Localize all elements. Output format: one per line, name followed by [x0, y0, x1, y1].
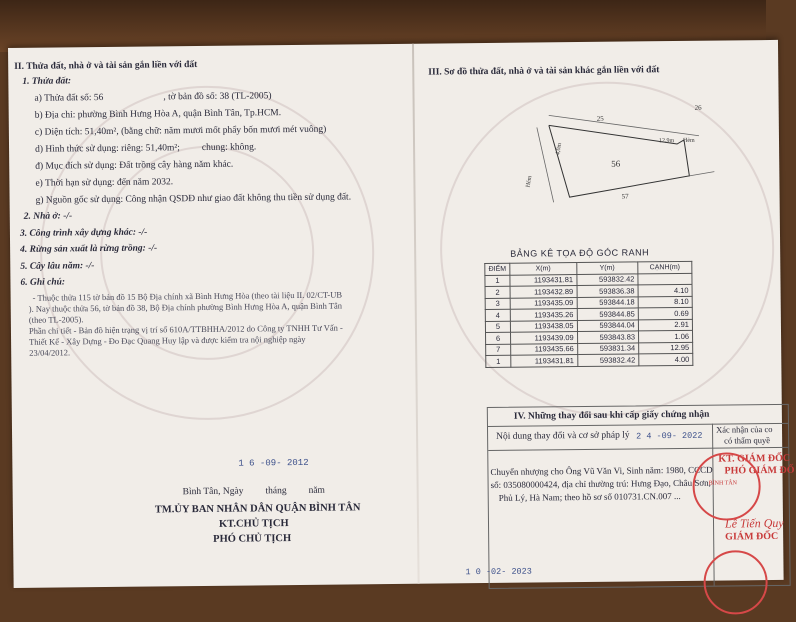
note-line-4: Phần chi tiết - Bản đồ hiện trạng vị trí số 610A/TTBHHA/2012 do Công ty TNHH Tư Vấn - [28, 322, 343, 336]
confirm-column-header: Xác nhận của co [715, 424, 773, 435]
side-label: 12,9m [658, 138, 675, 145]
page-fold [412, 44, 420, 584]
map-sheet-number: 38 [219, 91, 230, 102]
deputy-director: PHÓ GIÁM ĐỐ [724, 464, 795, 477]
change-date-stamp: 2 4 -09- 2022 [636, 430, 703, 442]
coord-edge: 1.06 [638, 330, 692, 342]
coord-row [486, 353, 693, 367]
term-line: e) Thời hạn sử dụng: đến năm 2032. [35, 177, 174, 189]
coordinate-table [484, 261, 693, 368]
coord-body [485, 273, 693, 367]
coord-edge: 4.00 [639, 353, 693, 365]
note-line-3: (theo TL-2005). [28, 314, 84, 325]
coord-y: 593831.34 [577, 342, 638, 354]
parcel-56-label: 56 [611, 158, 621, 169]
section-ii-title: II. Thửa đất, nhà ở và tài sản gắn liền với đất [14, 60, 198, 72]
coord-edge: 2.91 [638, 319, 692, 331]
issue-date-stamp: 1 6 -09- 2012 [238, 457, 309, 469]
neighbor-25: 25 [596, 114, 604, 123]
coord-y: 593832.42 [577, 273, 638, 285]
coord-x: 1193431.81 [510, 274, 577, 286]
coord-point: 5 [485, 321, 510, 333]
neighbor-line [689, 172, 714, 176]
neighbor-57: 57 [621, 192, 629, 201]
perennial-item: 5. Cây lâu năm: -/- [20, 261, 95, 272]
parcel-number: 56 [93, 93, 104, 104]
alley-label-2: Hẻm [682, 137, 695, 144]
coord-x: 1193439.09 [511, 332, 578, 344]
registration-date-stamp: 1 0 -02- 2023 [465, 566, 532, 578]
col-y: Y(m) [576, 262, 637, 274]
red-seal [692, 452, 761, 521]
coord-point: 6 [486, 332, 511, 344]
coord-x: 1193435.26 [510, 309, 577, 321]
coord-point: 7 [486, 344, 511, 356]
coord-edge: 0.69 [638, 307, 692, 319]
coord-edge: 4.10 [638, 284, 692, 296]
use-form-line: d) Hình thức sử dụng: riêng: 51,40m²; chung: không. [35, 142, 257, 155]
purpose-line: đ) Mục đích sử dụng: Đất trồng cây hàng năm khác. [35, 159, 234, 172]
coord-x: 1193435.66 [511, 343, 578, 355]
issue-place: Bình Tân, Ngày tháng năm [182, 485, 325, 498]
forest-item: 4. Rừng sản xuất là rừng trồng: -/- [20, 243, 158, 255]
construction-item: 3. Công trình xây dựng khác: -/- [19, 227, 148, 239]
section-iii-title: III. Sơ đồ thửa đất, nhà ở và tài sản khác gắn liền với đất [428, 65, 660, 78]
coord-point: 1 [486, 355, 511, 367]
coord-edge [638, 273, 692, 285]
note-line-6: 23/04/2012. [29, 347, 71, 358]
coord-x: 1193438.05 [510, 320, 577, 332]
alley-label: Hẻm [525, 175, 534, 188]
section-iv-title: IV. Những thay đổi sau khi cấp giấy chứng nhận [513, 409, 710, 422]
alley-line-left [537, 127, 554, 202]
area-line: c) Diện tích: 51,40m², (bằng chữ: năm mươi mốt phẩy bốn mươi mét vuông) [34, 124, 327, 138]
col-edge: CẠNH(m) [638, 261, 692, 273]
coord-y: 593844.85 [577, 308, 638, 320]
coord-point: 4 [485, 309, 510, 321]
coord-y: 593843.83 [577, 331, 638, 343]
note-line-5: Thiết Kế - Xây Dựng - Đo Đạc Quang Huy lập và được kiểm tra nội nghiệp ngày [29, 333, 306, 347]
note-line-1: - Thuộc thửa 115 tờ bản đồ 15 Bộ Địa chính xã Bình Hưng Hòa (theo tài liệu II. 02/CT-UB [32, 289, 343, 303]
coord-y: 593836.38 [577, 285, 638, 297]
col-point: ĐIỂM [485, 263, 510, 275]
content-column-header: Nội dung thay đổi và cơ sở pháp lý [496, 430, 630, 442]
coord-edge: 12.95 [639, 342, 693, 354]
certificate-page [8, 40, 795, 588]
confirm-column-header-2: có thẩm quyề [724, 435, 770, 446]
parcel-diagram [509, 96, 720, 208]
authority-title: TM.ỦY BAN NHÂN DÂN QUẬN BÌNH TÂN [154, 502, 361, 516]
kt-director: KT. GIÁM ĐỐC [718, 452, 791, 465]
coord-point: 3 [485, 298, 510, 310]
note-line-2: ). Nay thuộc thửa 56, tờ bản đồ 38, Bộ Địa chính phường Bình Hưng Hòa A, quận Bình Tân [28, 300, 343, 314]
alley-line-top [549, 114, 699, 138]
change-line-2: số: 035080000424, địa chỉ thường trú: Hưng Đạo, Châu Sơn, [490, 477, 711, 490]
vice-chairman: PHÓ CHỦ TỊCH [213, 533, 292, 545]
coord-point: 1 [485, 275, 510, 287]
red-seal-2 [703, 550, 768, 615]
seal-text: BÌNH TÂN [708, 480, 738, 487]
origin-line: g) Nguồn gốc sử dụng: Công nhận QSDĐ như giao đất không thu tiền sử dụng đất. [35, 192, 352, 206]
coord-x: 1193435.09 [510, 297, 577, 309]
coord-y: 593832.42 [577, 354, 638, 366]
width-label: 4,0m [555, 142, 564, 156]
col-x: X(m) [510, 263, 577, 275]
coord-x: 1193432.89 [510, 286, 577, 298]
kt-chu-tich: KT.CHỦ TỊCH [218, 518, 289, 530]
coord-y: 593844.04 [577, 319, 638, 331]
coord-point: 2 [485, 286, 510, 298]
signature: Lê Tiến Quy [724, 515, 784, 531]
land-heading: 1. Thửa đất: [22, 76, 72, 87]
house-item: 2. Nhà ở: -/- [23, 211, 73, 222]
parcel-line: a) Thửa đất số: 56 , tờ bản đồ số: 38 (TL-2005) [34, 91, 272, 104]
coord-x: 1193431.81 [511, 355, 578, 367]
change-line-1: Chuyển nhượng cho Ông Vũ Văn Vi, Sinh năm: 1980, CCCD [490, 464, 713, 477]
coord-table-title: BẢNG KÊ TỌA ĐỘ GÓC RANH [510, 247, 650, 259]
address-line: b) Địa chỉ: phường Bình Hưng Hòa A, quận Bình Tân, Tp.HCM. [34, 108, 282, 121]
director-title: GIÁM ĐỐC [725, 530, 779, 543]
note-heading: 6. Ghi chú: [20, 277, 66, 288]
coord-y: 593844.18 [577, 296, 638, 308]
change-line-3: Phủ Lý, Hà Nam; theo hồ sơ số 010731.CN.007 ... [498, 490, 681, 503]
coord-edge: 8.10 [638, 296, 692, 308]
neighbor-26: 26 [694, 103, 702, 112]
